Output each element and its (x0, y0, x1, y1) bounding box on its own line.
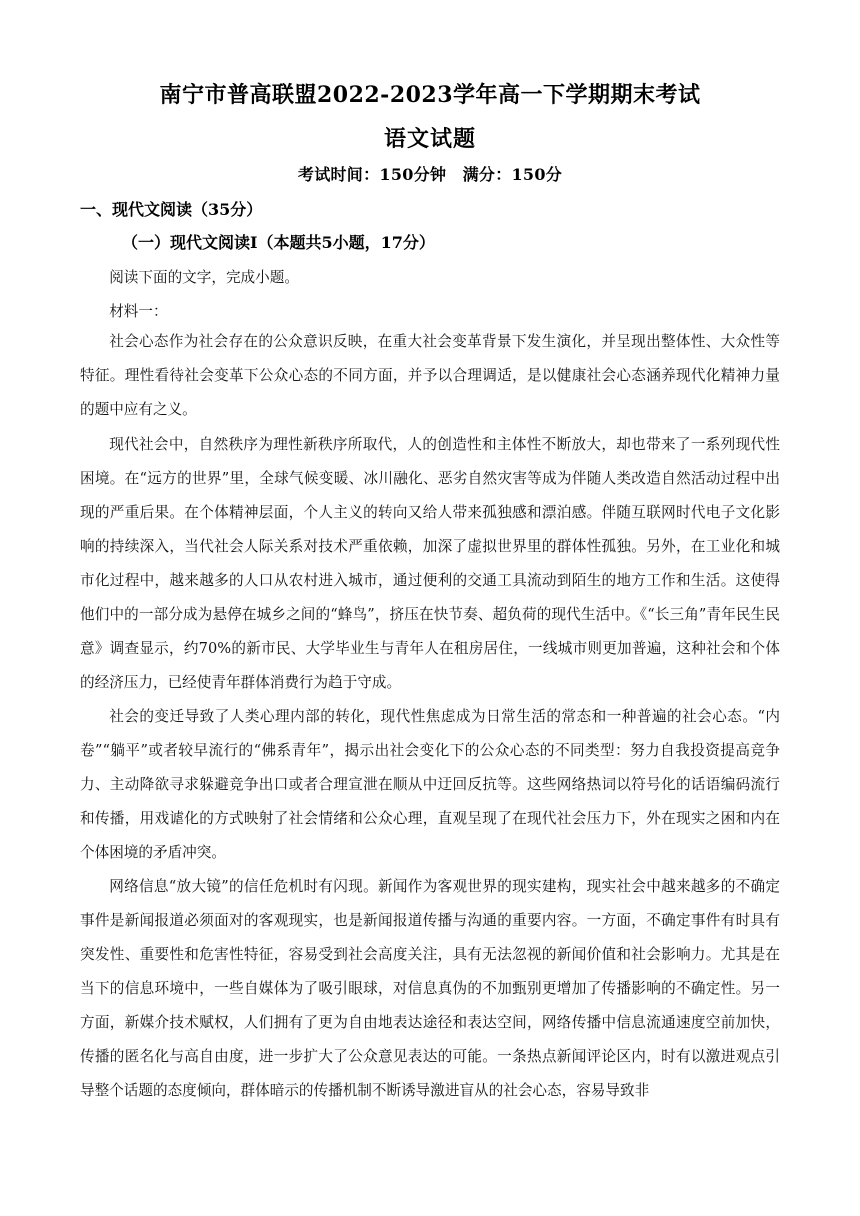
material-label: 材料一： (109, 303, 168, 320)
exam-info: 考试时间：150分钟 满分：150分 (297, 165, 563, 184)
exam-subtitle: 语文试题 (383, 126, 476, 152)
paragraph-4: 网络信息“放大镜”的信任危机时有闪现。新闻作为客观世界的现实建构，现实社会中越来越多的不确定事件是新闻报道必须面对的客观现实，也是新闻报道传播与沟通的重要内容。一方面，不确定事件有时具有突发性、重要性和危害性特征，容易受到社会高度关注，具有无法忽视的新闻价值和社会影响力。尤其是在当下的信息环境中，一些自媒体为了吸引眼球，对信息真伪的不加甄别更增加了传播影响的不确定性。另一方面，新媒介技术赋权，人们拥有了更为自由地表达途径和表达空间，网络传播中信息流通速度空前加快，传播的匿名化与高自由度，进一步扩大了公众意见表达的可能。一条热点新闻评论区内，时有以激进观点引导整个话题的态度倾向，群体暗示的传播机制不断诱导激进盲从的社会心态，容易导致非 (80, 878, 780, 1099)
paragraph-3: 社会的变迁导致了人类心理内部的转化，现代性焦虑成为日常生活的常态和一种普遍的社会心态。“内卷”“躺平”或者较早流行的“佛系青年”，揭示出社会变化下的公众心态的不同类型：努力自我投资提高竞争力、主动降欲寻求躲避竞争出口或者合理宣泄在顺从中迂回反抗等。这些网络热词以符号化的话语编码流行和传播，用戏谑化的方式映射了社会情绪和公众心理，直观呈现了在现代社会压力下，外在现实之困和内在个体困境的矛盾冲突。 (80, 708, 780, 861)
subsection-heading: （一）现代文阅读Ⅰ（本题共5小题，17分） (122, 233, 435, 252)
section-heading: 一、现代文阅读（35分） (80, 200, 263, 219)
exam-title: 南宁市普高联盟2022-2023学年高一下学期期末考试 (159, 82, 701, 108)
reading-instruction: 阅读下面的文字，完成小题。 (109, 269, 299, 286)
paragraph-1: 社会心态作为社会存在的公众意识反映，在重大社会变革背景下发生演化，并呈现出整体性、大众性等特征。理性看待社会变革下公众心态的不同方面，并予以合理调适，是以健康社会心态涵养现代化精神力量的题中应有之义。 (80, 333, 780, 418)
paragraph-2: 现代社会中，自然秩序为理性新秩序所取代，人的创造性和主体性不断放大，却也带来了一系列现代性困境。在“远方的世界”里，全球气候变暖、冰川融化、恶劣自然灾害等成为伴随人类改造自然活动过程中出现的严重后果。在个体精神层面，个人主义的转向又给人带来孤独感和漂泊感。伴随互联网时代电子文化影响的持续深入，当代社会人际关系对技术严重依赖，加深了虚拟世界里的群体性孤独。另外，在工业化和城市化过程中，越来越多的人口从农村进入城市，通过便利的交通工具流动到陌生的地方工作和生活。这使得他们中的一部分成为悬停在城乡之间的“蜂鸟”，挤压在快节奏、超负荷的现代生活中。《“长三角”青年民生民意》调查显示，约70%的新市民、大学毕业生与青年人在租房居住，一线城市则更加普遍，这种社会和个体的经济压力，已经使青年群体消费行为趋于守成。 (80, 436, 780, 691)
